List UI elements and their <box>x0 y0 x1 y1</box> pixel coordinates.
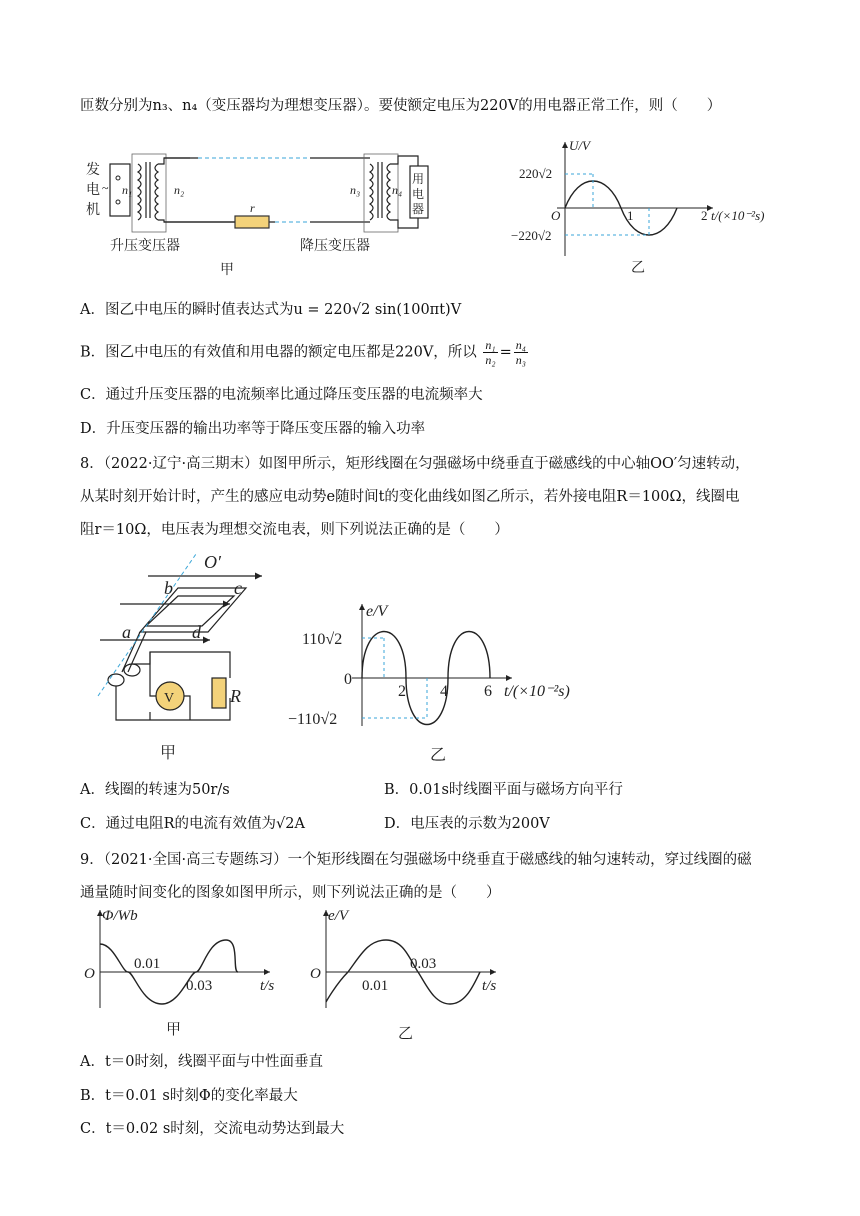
q7-yi-y-min: −220√2 <box>511 228 552 243</box>
q9-option-a: A．t＝0时刻，线圈平面与中性面垂直 <box>80 1054 324 1070</box>
q8-b: b <box>164 578 173 598</box>
q9-figure-yi <box>306 904 516 1044</box>
q8-line-2: 从某时刻开始计时，产生的感应电动势e随时间t的变化曲线如图乙所示，若外接电阻R＝100Ω，线圈电 <box>80 489 740 505</box>
q9-jia-caption: 甲 <box>166 1020 182 1038</box>
q9-yi-y-axis: e/V <box>328 908 348 924</box>
q7-jia-caption: 甲 <box>220 263 234 278</box>
q7-yi-origin: O <box>551 208 561 223</box>
q8-c: c <box>234 578 242 598</box>
q9-jia-t1: 0.01 <box>134 956 161 972</box>
n4-label: n₄ <box>392 183 403 197</box>
q8-yi-tick-6: 6 <box>484 683 492 700</box>
generator-char-3: 机 <box>86 203 100 218</box>
q9-jia-y-axis: Φ/Wb <box>102 908 138 924</box>
q9-option-b: B．t＝0.01 s时刻Φ的变化率最大 <box>80 1088 298 1104</box>
n1-label: n₁ <box>122 183 133 197</box>
q7-yi-x-axis: t/(×10⁻²s) <box>711 208 765 223</box>
q7-option-c: C．通过升压变压器的电流频率比通过降压变压器的电流频率大 <box>80 387 483 403</box>
device-char-3: 器 <box>412 202 425 216</box>
q8-option-a: A．线圈的转速为50r/s <box>80 782 230 798</box>
step-down-label: 降压变压器 <box>300 239 370 254</box>
q9-yi-caption: 乙 <box>398 1024 414 1042</box>
q9-line-2: 通量随时间变化的图象如图甲所示，则下列说法正确的是（ ） <box>80 885 501 901</box>
q8-option-d: D．电压表的示数为200V <box>384 816 550 832</box>
q7-yi-tick-2: 2 <box>701 208 708 223</box>
q7-option-d: D．升压变压器的输出功率等于降压变压器的输入功率 <box>80 421 426 437</box>
step-up-label: 升压变压器 <box>110 239 180 254</box>
q8-o-prime: O′ <box>204 552 221 572</box>
q7-option-b: B．图乙中电压的有效值和用电器的额定电压都是220V，所以 $\frac{\text{n₁}}{\text{n₂}}$ = $\frac{\text{n₄}}{\text{n₃}}$ <box>80 338 526 367</box>
q7-intro: 匝数分别为n₃、n₄（变压器均为理想变压器）。要使额定电压为220V的用电器正常工作，则（ ） <box>80 98 722 114</box>
q8-line-3: 阻r＝10Ω，电压表为理想交流电表，则下列说法正确的是（ ） <box>80 522 509 538</box>
q9-yi-origin: O <box>310 966 321 982</box>
q8-yi-caption: 乙 <box>430 745 447 764</box>
q8-line-1: 8．（2022·辽宁·高三期末）如图甲所示，矩形线圈在匀强磁场中绕垂直于磁感线的中心轴OO′匀速转动， <box>80 456 750 472</box>
q9-figure-jia <box>80 904 290 1044</box>
q8-R: R <box>230 686 241 706</box>
q9-option-c: C．t＝0.02 s时刻，交流电动势达到最大 <box>80 1121 345 1137</box>
q8-option-b: B．0.01s时线圈平面与磁场方向平行 <box>384 782 623 798</box>
q7-yi-tick-1: 1 <box>627 208 634 223</box>
q9-yi-t2: 0.03 <box>410 956 437 972</box>
q8-yi-x-axis: t/(×10⁻²s) <box>504 683 570 700</box>
device-char-2: 电 <box>412 187 425 201</box>
q8-yi-tick-2: 2 <box>398 683 406 700</box>
q8-yi-tick-4: 4 <box>440 683 448 700</box>
q8-voltmeter: V <box>164 691 175 706</box>
svg-text:~: ~ <box>102 181 109 195</box>
q7-yi-y-max: 220√2 <box>519 166 553 181</box>
q9-jia-origin: O <box>84 966 95 982</box>
q7-figure-yi <box>505 136 795 276</box>
device-char-1: 用 <box>412 172 425 186</box>
q8-yi-origin: 0 <box>344 671 352 688</box>
q8-figure-jia <box>80 548 280 768</box>
n3-label: n₃ <box>350 183 361 197</box>
q8-yi-y-axis: e/V <box>366 603 388 620</box>
q8-figure-yi <box>282 598 582 768</box>
q8-yi-y-min: −110√2 <box>288 711 338 728</box>
q9-yi-t1: 0.01 <box>362 978 389 994</box>
q8-jia-caption: 甲 <box>160 743 177 762</box>
q9-jia-x-axis: t/s <box>260 978 275 994</box>
q7-yi-y-axis: U/V <box>569 138 590 153</box>
n2-label: n₂ <box>174 183 185 197</box>
q8-d: d <box>192 622 201 642</box>
resistor-r-label: r <box>250 201 255 215</box>
q9-yi-x-axis: t/s <box>482 978 497 994</box>
generator-char-2: 电 <box>86 183 100 198</box>
q7-option-a: A．图乙中电压的瞬时值表达式为u = 220√2 sin(100πt)V <box>80 302 462 318</box>
q7-figure-jia <box>80 148 440 280</box>
generator-char-1: 发 <box>86 163 100 178</box>
q8-yi-y-max: 110√2 <box>302 631 343 648</box>
q9-line-1: 9．（2021·全国·高三专题练习）一个矩形线圈在匀强磁场中绕垂直于磁感线的轴匀速转动，穿过线圈的磁 <box>80 852 752 868</box>
q7-yi-caption: 乙 <box>631 260 645 276</box>
q8-a: a <box>122 622 131 642</box>
q8-option-c: C．通过电阻R的电流有效值为√2A <box>80 816 305 832</box>
q9-jia-t2: 0.03 <box>186 978 213 994</box>
